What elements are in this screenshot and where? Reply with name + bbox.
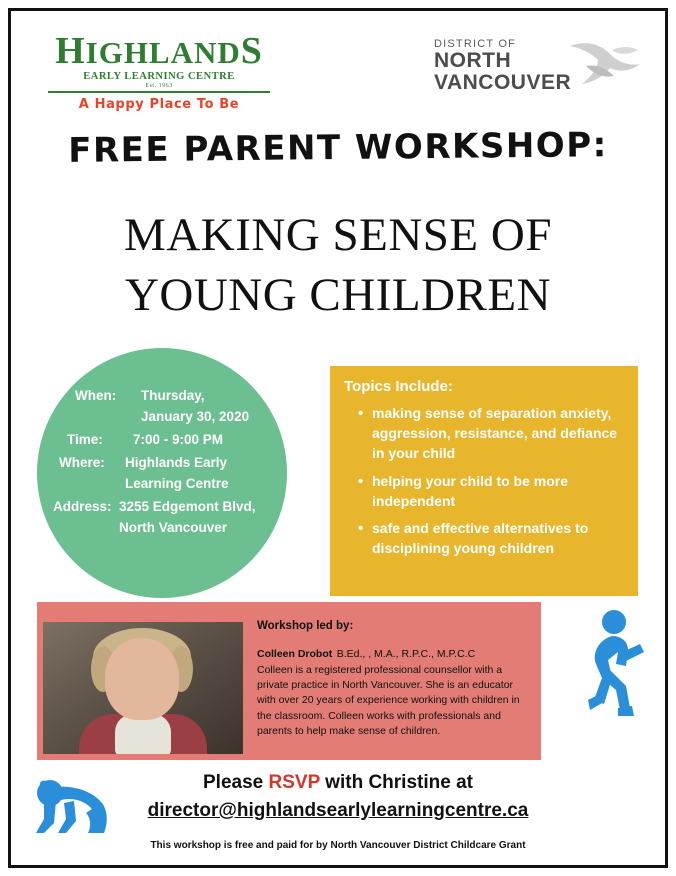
list-item: • making sense of separation anxiety, aggression, resistance, and defiance in your child (360, 404, 624, 464)
highlands-wordmark (55, 32, 263, 70)
page-title-kicker: FREE PARENT WORKSHOP: (68, 125, 608, 171)
presenter-led-by-label: Workshop led by: (257, 620, 354, 632)
topics-heading: Topics Include: (344, 378, 453, 395)
highlands-subtitle: EARLY LEARNING CENTRE (83, 71, 235, 82)
list-item: • safe and effective alternatives to disciplining young children (360, 519, 624, 559)
photo-face (105, 638, 179, 720)
presenter-box (37, 602, 541, 760)
eagle-bird-icon (566, 36, 644, 96)
page-title (0, 205, 676, 325)
header (26, 24, 650, 114)
presenter-name-line (257, 644, 531, 662)
detail-value-where (125, 453, 271, 495)
highlands-divider (48, 91, 270, 93)
presenter-details (257, 620, 531, 739)
detail-value-address-cont: North Vancouver (119, 519, 228, 535)
presenter-name: Colleen Drobot (257, 648, 333, 660)
funding-note: This workshop is free and paid for by North Vancouver District Childcare Grant (150, 840, 526, 851)
dnv-line-2: NORTH (434, 49, 512, 72)
page-title-line-1: MAKING SENSE OF (124, 209, 552, 261)
detail-label-where: Where: (59, 454, 105, 470)
list-item: • helping your child to be more independent (360, 472, 624, 512)
highlands-logo (34, 32, 284, 112)
rsvp-pre-text: Please (203, 772, 269, 793)
event-details-circle (37, 348, 287, 598)
dnv-text (434, 38, 571, 94)
detail-value-address-main: 3255 Edgemont Blvd, (119, 498, 256, 514)
topics-box (330, 366, 638, 596)
highlands-final-s: S (240, 30, 263, 72)
presenter-credentials: B.Ed., , M.A., R.P.C., M.P.C.C (336, 648, 476, 660)
detail-value-when-cont: January 30, 2020 (141, 408, 250, 424)
dnv-line-3: VANCOUVER (434, 71, 572, 95)
highlands-tagline: A Happy Place To Be (78, 97, 240, 112)
detail-value-when (141, 386, 271, 428)
detail-value-time: 7:00 - 9:00 PM (133, 431, 224, 447)
highlands-mid: IGHLAND (85, 35, 241, 70)
topics-list (344, 404, 624, 559)
rsvp-accent-text: RSVP (268, 772, 320, 793)
rsvp-email-link[interactable]: director@highlandsearlylearningcentre.ca (147, 800, 529, 821)
running-child-icon (568, 608, 648, 726)
detail-row (53, 497, 271, 539)
detail-label-time: Time: (67, 431, 103, 447)
detail-row (53, 386, 271, 428)
presenter-bio: Colleen is a registered professional counsellor with a private practice in North Vancouver. She is an educator with over 20 years of experience working with children in the classroom. Colleen works with professionals and parents to help make sense of children. (257, 664, 520, 737)
rsvp-post-text: with Christine at (319, 772, 473, 793)
detail-value-address (119, 497, 271, 539)
detail-value-where-main: Highlands Early (125, 454, 228, 470)
detail-label-when: When: (75, 388, 117, 403)
detail-value-where-cont: Learning Centre (125, 475, 229, 491)
detail-value-when-main: Thursday, (141, 388, 205, 403)
page-title-line-2: YOUNG CHILDREN (124, 269, 552, 322)
district-north-vancouver-logo (434, 36, 644, 102)
detail-row (53, 453, 271, 495)
rsvp-line (0, 772, 676, 794)
dnv-line-1: DISTRICT OF (434, 38, 517, 50)
photo-scarf (115, 714, 171, 754)
highlands-established: Est. 1963 (145, 83, 173, 89)
highlands-initial-h: H (55, 30, 86, 72)
detail-row (53, 430, 271, 451)
presenter-photo (43, 622, 243, 754)
detail-label-address: Address: (53, 498, 112, 514)
